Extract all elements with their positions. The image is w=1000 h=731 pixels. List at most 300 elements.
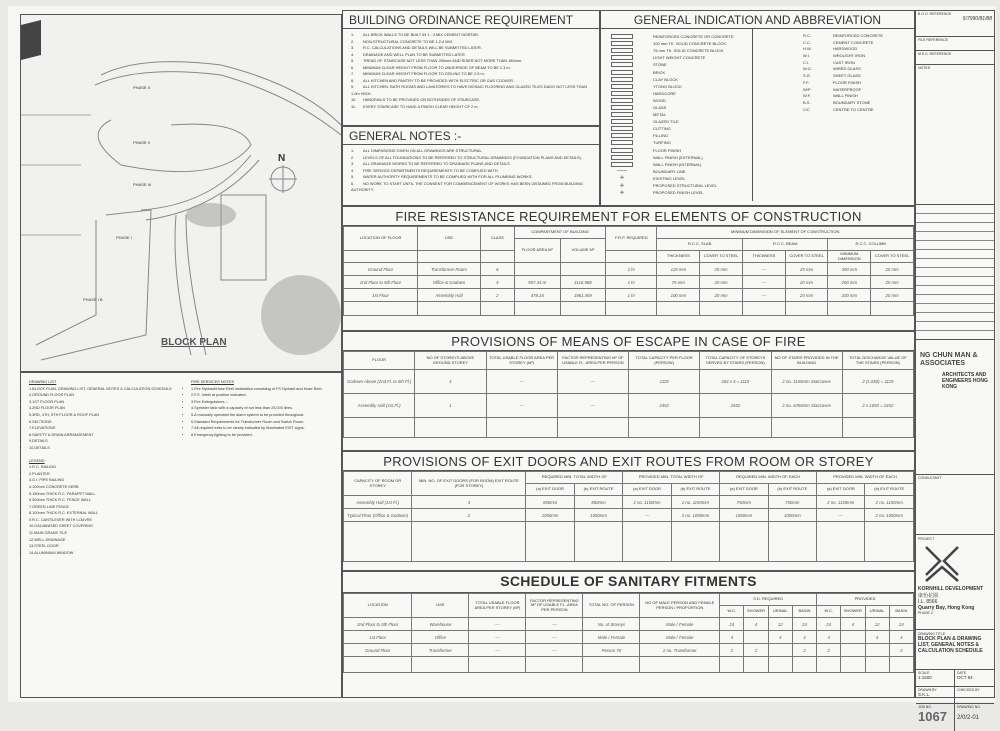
item-number: 5. <box>351 58 355 63</box>
drawn-by-label: DRAWN BY <box>918 688 937 692</box>
title-block <box>915 10 995 724</box>
revision-table <box>916 205 994 340</box>
table-cell: 4 <box>817 631 841 644</box>
material-legend-row <box>601 40 752 47</box>
job-no-label: JOB NO. <box>918 705 933 709</box>
hatch-swatch-icon <box>611 70 633 75</box>
table-cell <box>344 418 415 438</box>
table-row <box>344 276 914 289</box>
notes-label: NOTES <box>916 65 994 205</box>
abbreviation-row <box>753 93 883 100</box>
legend-item <box>29 464 179 471</box>
table-cell: 2 hr <box>606 263 657 276</box>
project-label: PROJECT <box>918 537 935 541</box>
table-cell: 2 <box>720 644 744 657</box>
table-cell: 1050mm <box>768 509 816 522</box>
ordinance-item-text: HANDRAILS TO BE PROVIDED ON BOTHSIDES OF STAIRCASE. <box>363 97 481 102</box>
material-label: CLAY BLOCK <box>653 76 678 82</box>
table-cell: — <box>526 618 583 631</box>
legend-item-text: GALVANISED SHEET COVERING <box>34 524 93 529</box>
abbreviation-meaning: BOUNDARY STONE <box>833 99 871 105</box>
item-number: 6. <box>191 419 195 424</box>
table-cell: Ground Floor <box>344 263 418 276</box>
table-cell: 2 no. 1150mm <box>623 496 671 509</box>
abbreviation: F.F. <box>803 79 810 85</box>
material-legend-row <box>601 118 752 125</box>
material-legend-row <box>601 68 752 75</box>
notes-panel <box>20 372 342 698</box>
table-cell <box>560 263 606 276</box>
material-legend-row <box>601 76 752 83</box>
table-cell <box>792 657 816 673</box>
table-cell: — <box>486 370 557 394</box>
item-number: 10. <box>351 97 357 102</box>
material-legend <box>601 29 753 201</box>
item-number: 1. <box>29 465 33 470</box>
drawing-list-item-text: 2ND FLOOR PLAN <box>32 406 65 411</box>
abbreviation: W.I. <box>803 53 810 59</box>
col-header: LOCATION OF FLOOR <box>344 227 418 251</box>
table-cell: 2nd Floor to 5th Floor <box>344 618 412 631</box>
item-number: 2. <box>29 471 33 476</box>
item-number: 3. <box>29 478 33 483</box>
table-cell: 850mm <box>574 496 622 509</box>
material-label: YTONG BLOCK <box>653 83 682 89</box>
table-cell <box>514 263 560 276</box>
table-cell <box>606 302 657 316</box>
table-cell: — <box>526 644 583 657</box>
table-row <box>344 644 914 657</box>
drawing-list-item-text: DETAILS <box>32 439 48 444</box>
table-cell: 2 no. Transformer <box>640 644 720 657</box>
legend-item-text: WELL DRAINAGE <box>34 537 66 542</box>
table-cell: 1050mm <box>720 509 768 522</box>
item-number: 2. <box>191 393 195 398</box>
table-row <box>344 289 914 302</box>
table-cell: 300 mm <box>828 263 871 276</box>
hatch-swatch-icon <box>611 162 633 167</box>
table-cell: Typical Floor (Office & Godown) <box>344 509 412 522</box>
indication-title: GENERAL INDICATION AND ABBREVIATION <box>601 11 914 29</box>
table-cell <box>865 657 889 673</box>
symbol-legend-row <box>601 175 752 182</box>
hatch-swatch-icon <box>611 155 633 160</box>
table-cell: 20 mm <box>700 289 743 302</box>
drawing-list-item-text: DETAILS <box>34 445 50 450</box>
col-header: (a) EXIT DOOR <box>623 484 671 496</box>
symbol-label: BOUNDARY LINE <box>653 168 686 174</box>
item-number: 12. <box>29 537 35 542</box>
abbreviation: C.I. <box>803 59 810 65</box>
col-header: FLOOR <box>344 352 415 370</box>
table-cell: 2452 <box>629 394 700 418</box>
item-number: 4. <box>29 406 33 411</box>
table-cell: 3 <box>412 496 526 509</box>
hatch-swatch-icon <box>611 119 633 124</box>
material-label: CUTTING <box>653 126 671 132</box>
col-header: VOLUME M³ <box>560 239 606 263</box>
table-cell: 24 <box>889 618 913 631</box>
hatch-swatch-icon <box>611 55 633 60</box>
abbreviation-list <box>753 29 883 201</box>
abbreviation: S.G. <box>803 73 812 79</box>
drawing-list-item <box>29 392 179 399</box>
drawing-list-item-text: BLOCK PLAN, DRAWING LIST, GENERAL NOTES & CALCULATION SCHEDULE <box>32 386 172 391</box>
drawing-list-item <box>29 419 179 426</box>
table-cell: 4 <box>768 631 792 644</box>
legend-item-text: MAIN GRADE TILE <box>34 531 68 536</box>
symbol-label: PROPOSED FINISH LEVEL <box>653 190 704 196</box>
drawn-by: S.K.L. <box>918 692 931 697</box>
col-header: F.R.P. REQUIRED <box>606 227 657 251</box>
table-cell: Godown Above (2nd Fl. to 5th Fl.) <box>344 370 415 394</box>
table-cell: Assembly Hall <box>418 289 481 302</box>
symbol-legend-row <box>601 168 752 175</box>
item-number: 9. <box>29 517 33 522</box>
legend-item <box>29 471 179 478</box>
project-name-cn: 康怡花園 <box>918 593 939 599</box>
table-row <box>344 394 914 418</box>
item-number: 1. <box>191 386 195 391</box>
fire-note <box>191 392 336 399</box>
col-header: (b) EXIT ROUTE <box>865 484 914 496</box>
table-cell <box>817 522 865 562</box>
item-number: 10. <box>29 445 35 450</box>
group-header: PROVIDED MIN. WIDTH OF EACH <box>817 472 914 484</box>
material-label: TURFING <box>653 140 671 146</box>
kornhill-logo <box>922 543 962 583</box>
table-cell <box>671 522 719 562</box>
symbol-label: EXISTING LEVEL <box>653 175 686 181</box>
legend-item-text: STEEL DOOR <box>34 544 59 549</box>
table-cell <box>865 522 914 562</box>
legend-item-text: 150mm THICK R.C. PARAPET WALL <box>32 491 96 496</box>
drawing-no-label: DRAWING NO. <box>957 705 981 709</box>
table-cell: 2 no. 1150mm <box>817 496 865 509</box>
date: OCT 84 <box>957 675 973 680</box>
abbreviation-row <box>753 66 883 73</box>
item-number: 6. <box>29 498 33 503</box>
abbreviation-row <box>753 87 883 94</box>
hatch-swatch-icon <box>611 48 633 53</box>
col-header: TOTAL CAPACITY OF STOREYS SERVED BY STAIRS (PERSON) <box>700 352 771 370</box>
item-number: 3. <box>351 45 355 50</box>
table-cell: Male / Female <box>583 631 640 644</box>
symbol-legend-row <box>601 189 752 196</box>
general-note-text: WATER AUTHORITY REQUIREMENTS TO BE COMPLIED WITH FOR ALL PLUMBING WORKS. <box>363 174 533 179</box>
table-cell: 263 x 4 = 1119 <box>700 370 771 394</box>
table-cell <box>557 418 628 438</box>
fire-note <box>191 419 336 426</box>
material-legend-row <box>601 54 752 61</box>
table-cell <box>629 418 700 438</box>
ordinance-item-text: ALL BRICK WALLS TO BE BUILT IN 1 : 3 MIX CEMENT MORTAR. <box>363 32 479 37</box>
table-cell: — <box>742 276 785 289</box>
ordinance-section <box>342 10 600 126</box>
table-cell <box>344 522 412 562</box>
table-cell <box>817 657 841 673</box>
item-number: 11. <box>29 531 34 536</box>
table-cell: 25 mm <box>700 263 743 276</box>
table-cell: 750mm <box>768 496 816 509</box>
hatch-swatch-icon <box>611 77 633 82</box>
col-header: NO OF STAIRS PROVIDED IN THE BUILDING <box>771 352 842 370</box>
general-note-text: ALL DIMENSIONS GIVEN ON ALL DRAWINGS ARE STRUCTURAL. <box>363 148 483 153</box>
fire-note <box>191 405 336 412</box>
hatch-swatch-icon <box>611 133 633 138</box>
table-cell: 2 <box>792 644 816 657</box>
bo-ref: 5/7990/81/88 <box>962 16 992 22</box>
table-cell <box>700 418 771 438</box>
table-cell <box>415 418 486 438</box>
abbreviation: C.C. <box>803 39 811 45</box>
table-cell: 4 <box>480 276 514 289</box>
col-header: SHOWER <box>841 606 865 618</box>
ordinance-item-text: NON-STRUCTURAL CONCRETE TO BE 1:2:4 MIX. <box>363 38 454 44</box>
ordinance-list <box>343 29 599 113</box>
table-cell: 1st Floor <box>344 631 412 644</box>
phase-label: PHASE II <box>133 140 150 145</box>
table-cell: 20 mm <box>785 276 828 289</box>
blank-row <box>344 522 914 562</box>
drawing-list-item-text: GROUND FLOOR PLAN <box>32 393 75 398</box>
item-number: 1. <box>351 32 355 37</box>
project-name: KORNHILL DEVELOPMENT <box>918 586 984 592</box>
fire-note-text: Sprinkler tank with a capacity of not less than 25,000 litres. <box>194 406 293 411</box>
material-label: STONE <box>653 62 667 68</box>
table-row <box>344 263 914 276</box>
table-cell <box>583 657 640 673</box>
table-cell: Person 70 <box>583 644 640 657</box>
table-cell: 2nd Floor to 5th Floor <box>344 276 418 289</box>
item-number: 8. <box>351 77 355 83</box>
general-notes-title: GENERAL NOTES :- <box>343 127 599 145</box>
table-cell: — <box>469 644 526 657</box>
material-label: 75 mm TK. SOLID CONCRETE BLOCK <box>653 48 724 54</box>
group-header: R.C.C. BEAM <box>742 239 828 251</box>
abbreviation: B.S. <box>803 99 811 105</box>
table-cell <box>560 302 606 316</box>
abbreviation-meaning: WROUGHT IRON <box>833 53 866 59</box>
table-cell <box>768 657 792 673</box>
hatch-swatch-icon <box>611 62 633 67</box>
legend-item <box>29 550 179 557</box>
table-cell: — <box>817 509 865 522</box>
fire-note <box>191 386 336 393</box>
material-label: WALL FINISH (EXTERNAL) <box>653 154 703 160</box>
table-cell <box>744 657 768 673</box>
hatch-swatch-icon <box>611 148 633 153</box>
table-cell: 957.34 m <box>514 276 560 289</box>
table-cell: 100 mm <box>657 289 700 302</box>
material-label: 100 mm TK. SOLID CONCRETE BLOCK <box>653 41 727 47</box>
material-label: WALL FINISH (INTERNAL) <box>653 161 702 167</box>
col-header: FACTOR REPRESENTING M² OF USABLE FL. AREA PER PERSON <box>526 594 583 618</box>
col-header: TOTAL CAPACITY PER FLOOR (PERSON) <box>629 352 700 370</box>
abbreviation-meaning: FLOOR FINISH <box>833 79 862 85</box>
table-cell <box>412 522 526 562</box>
ordinance-item-text: MINIMUM CLEAR HEIGHT FROM FLOOR TO UNDERSIDE OF BEAM TO BE 2.3 m. <box>363 64 511 70</box>
col-header: W.C. <box>817 606 841 618</box>
table-row <box>344 631 914 644</box>
escape-table <box>343 351 914 438</box>
sanitary-table <box>343 593 914 673</box>
project-location: Quarry Bay, Hong Kong <box>918 605 975 611</box>
table-cell <box>412 657 469 673</box>
table-cell <box>871 302 914 316</box>
table-cell <box>841 644 865 657</box>
table-cell: 2 no. 1050mm <box>865 509 914 522</box>
ordinance-item <box>351 104 591 111</box>
col-header: URINAL <box>768 606 792 618</box>
col-header: LOCATION <box>344 594 412 618</box>
abbreviation: W/P <box>803 86 811 92</box>
item-number: 14. <box>29 550 35 555</box>
item-number: 11. <box>351 103 357 109</box>
legend-item-text: 100mm CONCRETE KERB <box>32 484 79 489</box>
table-row <box>344 370 914 394</box>
drawing-list-item-text: ELEVATIONS <box>32 426 56 431</box>
abbreviation-meaning: WATERPROOF <box>833 86 862 92</box>
site-plan-drawing <box>21 15 341 371</box>
phase-label: PHASE II <box>133 85 150 90</box>
job-no: 1067 <box>918 709 947 724</box>
drawing-list-title: DRAWING LIST <box>29 380 57 384</box>
col-header: (b) EXIT ROUTE <box>574 484 622 496</box>
table-cell: 3116.988 <box>560 276 606 289</box>
table-cell: 200 mm <box>828 289 871 302</box>
table-cell: 2 <box>817 644 841 657</box>
col-header: USE <box>418 227 481 251</box>
drawing-list-item-text: 3RD, 4TH, 5TH FLOOR & ROOF PLAN <box>32 412 100 417</box>
item-number: 6. <box>351 64 355 70</box>
col-header: (b) EXIT ROUTE <box>768 484 816 496</box>
ordinance-title: BUILDING ORDINANCE REQUIREMENT <box>343 11 599 29</box>
table-cell: 2 no. 1100mm Staircases <box>771 370 842 394</box>
hatch-swatch-icon <box>611 98 633 103</box>
col-header: FACTOR REPRESENTING M² OF USABLE FL. AREA PER PERSON <box>557 352 628 370</box>
fire-note-text: F.S. Inlets at position indicated. <box>194 393 247 398</box>
abbreviation-row <box>753 80 883 87</box>
date-label: DATE <box>957 671 967 675</box>
abbreviation: C/C <box>803 106 810 112</box>
table-cell: 125 mm <box>657 263 700 276</box>
table-cell: 4 <box>744 618 768 631</box>
col-header: URINAL <box>865 606 889 618</box>
table-cell: 75 mm <box>657 276 700 289</box>
general-notes-list <box>343 145 599 197</box>
exits-table <box>343 471 914 562</box>
table-cell: 12 <box>768 618 792 631</box>
table-cell <box>768 644 792 657</box>
table-cell <box>514 302 560 316</box>
phase: PHASE 2 <box>918 611 933 615</box>
ordinance-item <box>351 84 591 97</box>
item-number: 13. <box>29 544 35 549</box>
table-cell: — <box>486 394 557 418</box>
table-cell: 25 mm <box>785 263 828 276</box>
table-cell: 1050mm <box>526 509 574 522</box>
item-number: 8. <box>191 432 195 437</box>
symbol-legend-row <box>601 182 752 189</box>
phase-label: PHASE III <box>133 182 152 187</box>
legend-item-text: ALUMINIUM WINDOW <box>34 550 74 555</box>
table-cell <box>742 302 785 316</box>
abbreviation-row <box>753 46 883 53</box>
item-number: 4. <box>29 484 33 489</box>
item-number: 2. <box>29 393 33 398</box>
material-legend-row <box>601 97 752 104</box>
general-note-text: ALL DRAINAGE WORKS TO BE REFERRED TO DRAINAGE PLANS AND DETAILS. <box>363 161 511 166</box>
ordinance-item-text: MINIMUM CLEAR HEIGHT FROM FLOOR TO CEILING TO BE 2.5 m. <box>363 71 485 76</box>
legend-item <box>29 523 179 530</box>
ordinance-item-text: ALL KITCHEN, BATH ROOMS AND LAVATORIES TO HAVE MOSAIC FLOORING AND GLAZED TILES DADO NOT LESS THAN 1.0m HIGH. <box>351 84 587 96</box>
item-number: 7. <box>29 504 33 509</box>
table-cell: 2 no. 1050mm Staircases <box>771 394 842 418</box>
table-cell <box>623 522 671 562</box>
material-label: FLOOR FINISH <box>653 147 682 153</box>
drawing-title-label: DRAWING TITLE <box>918 632 946 636</box>
material-legend-row <box>601 111 752 118</box>
phase-label: PHASE I <box>116 235 132 240</box>
material-legend-row <box>601 104 752 111</box>
abbreviation: H.W. <box>803 46 812 52</box>
abbreviation: W.F. <box>803 93 811 99</box>
material-label: WOOD <box>653 97 666 103</box>
table-cell: — <box>557 394 628 418</box>
col-header: NO OF MALE PERSON AND FEMALE PERSON / PROPORTION <box>640 594 720 618</box>
material-label: HARDCORE <box>653 90 676 96</box>
abbreviation-meaning: REINFORCED CONCRETE <box>833 33 884 38</box>
col-header: MIN. NO. OF EXIT DOORS (FOR ROOM) EXIT ROUTE (FOR STOREY) <box>412 472 526 496</box>
col-header: COVER TO STEEL <box>700 251 743 263</box>
table-cell: 2 no. 1150mm <box>671 496 719 509</box>
sanitary-section <box>342 571 915 698</box>
abbreviation-meaning: CENTRE TO CENTRE <box>833 106 874 112</box>
item-number: 4. <box>191 406 195 411</box>
general-note <box>351 181 591 194</box>
drawing-list-item-text: 1ST FLOOR PLAN <box>32 399 65 404</box>
legend-list <box>29 464 179 556</box>
col-header: W.C. <box>720 606 744 618</box>
table-cell <box>486 418 557 438</box>
table-cell <box>480 302 514 316</box>
table-cell: 1 hr <box>606 289 657 302</box>
table-cell <box>526 657 583 673</box>
col-header: (a) EXIT DOOR <box>720 484 768 496</box>
material-legend-row <box>601 33 752 40</box>
group-header: R.C.C. COLUMN <box>828 239 914 251</box>
msd-ref-label: M.S.D. REFERENCE <box>916 51 994 65</box>
fire-note-text: All required exits to be clearly indicated by illuminated EXIT signs. <box>194 426 305 431</box>
drawing-list-item <box>29 386 179 393</box>
material-legend-row <box>601 154 752 161</box>
legend-item-text: G.I. PIPE RAILING <box>32 478 65 483</box>
table-cell: 4 <box>415 370 486 394</box>
legend-item-text: R.C. CANTILEVER WITH LOUVRE <box>32 517 93 522</box>
boundary-line-icon: —— <box>617 168 627 175</box>
hatch-swatch-icon <box>611 91 633 96</box>
material-label: REINFORCED CONCRETE OR CONCRETE <box>653 34 734 40</box>
legend-item <box>29 543 179 550</box>
north-arrow-icon: N <box>278 153 286 164</box>
material-label: GLAZED TILE <box>653 119 679 125</box>
indication-section <box>600 10 915 206</box>
abbreviation-row <box>753 53 883 60</box>
table-cell <box>640 657 720 673</box>
material-legend-row <box>601 132 752 139</box>
block-plan <box>20 14 342 372</box>
